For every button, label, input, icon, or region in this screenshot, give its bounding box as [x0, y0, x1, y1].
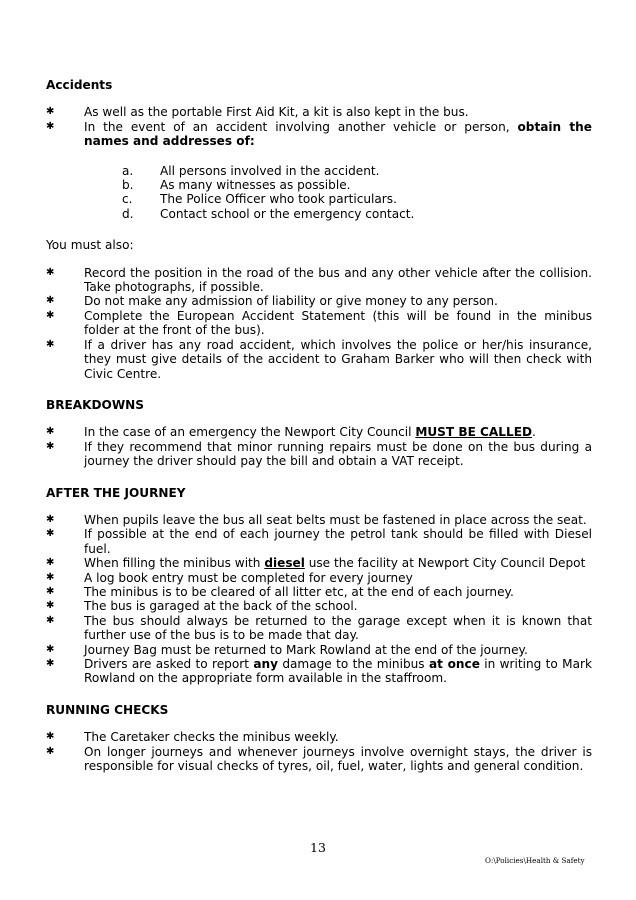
list-item: ✱ On longer journeys and whenever journeys involve overnight stays, the driver is responsible for visual checks of tyres, oil, fuel, water, lights and general condition. — [46, 744, 592, 774]
must-also-section — [46, 238, 592, 381]
breakdowns-section — [46, 398, 592, 469]
list-item: ✱ Drivers are asked to report any damage to the minibus at once in writing to Mark Rowland on the appropriate form available in the staffroom. — [46, 657, 592, 686]
list-item: ✱ When pupils leave the bus all seat belts must be fastened in place across the seat. — [46, 512, 587, 527]
running-checks-heading: RUNNING CHECKS — [46, 702, 169, 717]
list-item: ✱ Do not make any admission of liability or give money to any person. — [46, 294, 498, 309]
list-item: ✱ The Caretaker checks the minibus weekly. — [46, 730, 339, 745]
list-item: ✱ If possible at the end of each journey the petrol tank should be filled with Diesel fuel. — [46, 527, 592, 556]
after-journey-section — [46, 486, 592, 686]
footer-path: O:\Policies\Health & Safety — [485, 856, 585, 865]
sub-list-item: b. As many witnesses as possible. — [122, 178, 351, 193]
list-item: ✱ A log book entry must be completed for every journey — [46, 570, 413, 585]
list-item: ✱ In the event of an accident involving another vehicle or person, obtain the names and addresses of: a. All persons involved in the accident. b. As many witnesses as possible. c. The Police Officer who took particulars. d. Contact school or the emergency contact. — [46, 119, 592, 221]
asterisk-bullet-icon: ✱ — [46, 571, 55, 583]
asterisk-bullet-icon: ✱ — [46, 440, 55, 452]
asterisk-bullet-icon: ✱ — [46, 426, 55, 438]
page-number: 13 — [310, 840, 326, 855]
asterisk-bullet-icon: ✱ — [46, 745, 55, 757]
sub-list — [84, 164, 592, 222]
list-item: ✱ Record the position in the road of the bus and any other vehicle after the collision. Take photographs, if possible. — [46, 265, 592, 295]
asterisk-bullet-icon: ✱ — [46, 658, 55, 669]
after-journey-list — [46, 513, 592, 686]
asterisk-bullet-icon: ✱ — [46, 106, 55, 118]
accidents-list — [46, 105, 592, 221]
asterisk-bullet-icon: ✱ — [46, 309, 55, 321]
running-checks-list — [46, 730, 592, 773]
asterisk-bullet-icon: ✱ — [46, 585, 55, 597]
must-also-intro: You must also: — [46, 238, 134, 253]
asterisk-bullet-icon: ✱ — [46, 731, 55, 743]
asterisk-bullet-icon: ✱ — [46, 295, 55, 307]
breakdowns-list — [46, 425, 592, 468]
breakdowns-heading: BREAKDOWNS — [46, 397, 145, 412]
asterisk-bullet-icon: ✱ — [46, 557, 55, 569]
list-item: ✱ The bus should always be returned to the garage except when it is known that further use of the bus is to be made that day. — [46, 613, 592, 643]
asterisk-bullet-icon: ✱ — [46, 513, 55, 525]
list-item: ✱ Complete the European Accident Statement (this will be found in the minibus folder at the front of the bus). — [46, 308, 592, 338]
asterisk-bullet-icon: ✱ — [46, 120, 55, 132]
accidents-heading: Accidents — [46, 78, 113, 92]
list-item: ✱ The bus is garaged at the back of the school. — [46, 599, 358, 614]
document-page — [46, 78, 592, 790]
must-also-list — [46, 266, 592, 381]
sub-list-item: d. Contact school or the emergency contact. — [122, 206, 415, 221]
asterisk-bullet-icon: ✱ — [46, 528, 55, 540]
list-item: ✱ If a driver has any road accident, which involves the police or her/his insurance, they must give details of the accident to Graham Barker who will then check with Civic Centre. — [46, 337, 592, 381]
asterisk-bullet-icon: ✱ — [46, 600, 55, 612]
asterisk-bullet-icon: ✱ — [46, 338, 55, 350]
asterisk-bullet-icon: ✱ — [46, 266, 55, 278]
sub-list-item: c. The Police Officer who took particulars. — [122, 192, 397, 207]
list-item: ✱ When filling the minibus with diesel use the facility at Newport City Council Depot — [46, 556, 586, 571]
running-checks-section — [46, 703, 592, 774]
asterisk-bullet-icon: ✱ — [46, 643, 55, 655]
list-item: ✱ The minibus is to be cleared of all litter etc, at the end of each journey. — [46, 584, 514, 599]
after-journey-heading: AFTER THE JOURNEY — [46, 485, 186, 500]
asterisk-bullet-icon: ✱ — [46, 614, 55, 626]
accidents-section — [46, 78, 592, 221]
list-item: ✱ As well as the portable First Aid Kit, a kit is also kept in the bus. — [46, 105, 469, 120]
sub-list-item: a. All persons involved in the accident. — [122, 163, 380, 178]
list-item: ✱ If they recommend that minor running repairs must be done on the bus during a journey the driver should pay the bill and obtain a VAT receipt. — [46, 439, 592, 469]
list-item: ✱ Journey Bag must be returned to Mark Rowland at the end of the journey. — [46, 642, 528, 657]
list-item: ✱ In the case of an emergency the Newport City Council MUST BE CALLED. — [46, 425, 536, 440]
